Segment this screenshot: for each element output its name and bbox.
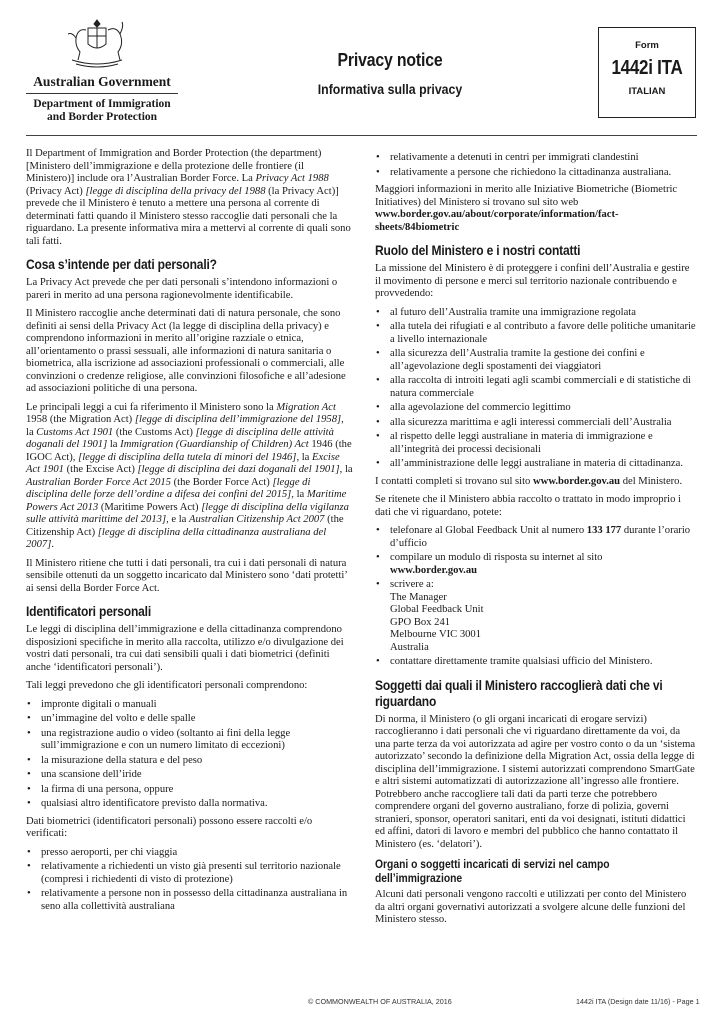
service-bodies-paragraph: Alcuni dati personali vengono raccolti e utilizzati per conto del Ministero da altri organi governativi autorizzati a svolgere alcune delle funzioni del Ministero stesso.: [375, 889, 687, 925]
form-language: ITALIAN: [628, 86, 666, 97]
list-item: • relativamente a persone non in possesso della cittadinanza australiana in seno alla collettività australiana: [26, 888, 354, 913]
list-item: • la firma di una persona, oppure: [26, 784, 354, 797]
more-info-paragraph: Maggiori informazioni in merito alle Iniziative Biometriche (Biometric Initiatives) del Ministero si trovano sul sito web www.border.gov.au/about/corporate/information/fact-sheets/84biometric: [375, 184, 697, 234]
biometric-paragraph: Dati biometrici (identificatori personali) possono essere raccolti e/o verificati:: [26, 815, 313, 839]
page-subtitle: Informativa sulla privacy: [317, 81, 463, 97]
complaint-paragraph: Se ritenete che il Ministero abbia raccolto o trattato in modo improprio i dati che vi riguardano, potete:: [375, 494, 681, 518]
list-item: • qualsiasi altro identificatore previsto dalla normativa.: [26, 798, 354, 811]
identifiers-paragraph-1: Le leggi di disciplina dell’immigrazione e della cittadinanza comprendono disposizioni specifiche in merito alla raccolta, utilizzo e/o divulgazione dei vostri dati personali, tra cui dati sensibili quali i dati biometrici (definiti anche ‘identificatori personali’).: [26, 624, 344, 673]
list-item: • una scansione dell’iride: [26, 769, 354, 782]
laws-paragraph: Le principali leggi a cui fa riferimento il Ministero sono la Migration Act 1958 (the Migration Act) [legge di disciplina dell’immigrazione del 1958], la Customs Act 1901 (the Customs Act) [legge di disciplina delle attività doganali del 1901] la Immigration (Guardianship of Children) Act 1946 (the IGOC Act), [legge di disciplina della tutela di minori del 1946], la Excise Act 1901 (the Excise Act) [legge di disciplina dei dazi doganali del 1901], la Australian Border Force Act 2015 (the Border Force Act) [legge di disciplina delle forze dell’ordine a difesa dei confini del 2015], la Maritime Powers Act 2013 (Maritime Powers Act) [legge di disciplina della vigilanza sulle attività marittime del 2013], e la Australian Citizenship Act 2007 (the Citizenship Act) [legge di disciplina della cittadinanza australiana del 2007].: [26, 401, 353, 550]
coat-of-arms-icon: [62, 16, 132, 72]
border-website-link[interactable]: www.border.gov.au: [533, 475, 621, 487]
complaint-options-list: [375, 525, 697, 669]
list-item: • alla sicurezza marittima e agli interessi commerciali dell’Australia: [375, 417, 697, 430]
feedback-form-link[interactable]: www.border.gov.au: [390, 564, 478, 576]
role-paragraph: La missione del Ministero è di proteggere i confini dell’Australia e gestire il movimento di persone e merci sul territorio nazionale contribuendo e provvedendo:: [375, 263, 690, 299]
right-column: [375, 152, 697, 933]
list-item: • al futuro dell’Australia tramite una immigrazione regolata: [375, 307, 697, 320]
header-divider: [26, 135, 697, 136]
identifiers-paragraph-2: Tali leggi prevedono che gli identificatori personali comprendono:: [26, 680, 308, 691]
list-item: • contattare direttamente tramite qualsiasi ufficio del Ministero.: [375, 656, 697, 669]
list-item: • alla raccolta di introiti legati agli scambi commerciali e di statistiche di natura commerciale: [375, 375, 697, 400]
list-item: • relativamente a richiedenti un visto già presenti sul territorio nazionale (compresi i richiedenti di visto di protezione): [26, 861, 354, 886]
list-item: • all’amministrazione delle leggi australiane in materia di cittadinanza.: [375, 458, 697, 471]
list-item: • presso aeroporti, per chi viaggia: [26, 847, 354, 860]
list-item: • una registrazione audio o video (soltanto ai fini della legge sull’immigrazione e con un numero limitato di eccezioni): [26, 728, 354, 753]
heading-personal-information: Cosa s’intende per dati personali?: [26, 256, 217, 272]
department-name: [26, 98, 178, 124]
address-line: Global Feedback Unit: [390, 604, 484, 615]
left-column: [26, 148, 354, 918]
list-item: • alla tutela dei rifugiati e al contributo a favore delle politiche umanitarie a livello internazionale: [375, 321, 697, 346]
biometric-list: [26, 847, 354, 914]
form-number-box: [598, 27, 696, 118]
page-info-footer: 1442i ITA (Design date 11/16) - Page 1: [576, 997, 700, 1006]
list-item: • compilare un modulo di risposta su internet al sito www.border.gov.au: [375, 552, 697, 577]
intro-paragraph: Il Department of Immigration and Border Protection (the department) [Ministero dell’immigrazione e della protezione delle frontiere (il Ministero)] include ora l’Australian Border Force. La Privacy Act 1988 (Privacy Act) [legge di disciplina della privacy del 1988 (la Privacy Act)] prevede che il Ministero è tenuto a mettere una persona al corrente di determinati fatti quando il Ministero stesso raccoglie dati personali che la riguardano. La presente informativa mira a mettervi al corrente di quali sono tali fatti.: [26, 148, 351, 247]
title-block: [300, 50, 480, 97]
heading-personal-identifiers: Identificatori personali: [26, 603, 151, 619]
list-item: • alla sicurezza dell’Australia tramite la gestione dei confini e all’agevolazione degli spostamenti dei viaggiatori: [375, 348, 697, 373]
list-item: • la misurazione della statura e del peso: [26, 755, 354, 768]
list-item: • scrivere a: The Manager Global Feedback Unit GPO Box 241 Melbourne VIC 3001 Australia: [375, 579, 697, 654]
agency-block: [26, 74, 178, 124]
biometric-list-continued: [375, 152, 697, 179]
address-line: Australia: [390, 641, 429, 653]
heading-collection-sources: Soggetti dai quali il Ministero raccoglierà dati che vi riguardano: [375, 676, 663, 709]
address-line: Melbourne VIC 3001: [390, 629, 482, 640]
address-line: GPO Box 241: [390, 616, 451, 628]
page-title: Privacy notice: [337, 50, 443, 70]
copyright-footer: © COMMONWEALTH OF AUSTRALIA, 2016: [308, 997, 452, 1006]
personal-paragraph-2: Il Ministero raccoglie anche determinati dati di natura personale, che sono definiti ai sensi della Privacy Act (la legge di disciplina della privacy) e comprendono informazioni in merito all’origine razziale o etnica, all’orientamento o prassi sessuali, alle informazioni di natura sanitaria o biometrica, alla iscrizione ad associazioni professionali o commerciali, alle convinzioni o credenze religiose, alle convinzioni filosofiche e all’adesione ad associazioni politiche di una persona.: [26, 308, 346, 394]
list-item: • relativamente a persone che richiedono la cittadinanza australiana.: [375, 167, 697, 180]
list-item: • al rispetto delle leggi australiane in materia di immigrazione e all’integrità dei processi decisionali: [375, 431, 697, 456]
heading-service-delivery-bodies: Organi o soggetti incaricati di servizi nel campo dell’immigrazione: [375, 857, 610, 885]
list-item: • telefonare al Global Feedback Unit al numero 133 177 durante l’orario d’ufficio: [375, 525, 697, 550]
biometric-info-link[interactable]: www.border.gov.au/about/corporate/information/fact-sheets/84biometric: [375, 209, 619, 233]
identifiers-list: [26, 699, 354, 811]
collection-sources-paragraph: Di norma, il Ministero (o gli organi incaricati di erogare servizi) raccoglieranno i dati personali che vi riguardano direttamente da voi, da una parte terza da voi autorizzata ad agire per vostro conto o da un ‘sistema autorizzato’ secondo la definizione della Migration Act, ossia della legge di disciplina dell’immigrazione. I sistemi autorizzati comprendono SmartGate e altri sistemi automatizzati di autorizzazione all’ingresso alle frontiere. Potrebbero anche raccogliere tali dati da parti terze che potrebbero comprendere organi del governo australiano, forze di polizia, governi stranieri, sponsor, operatori sanitari, enti da voi designati, istituti didattici ed affini, datori di lavoro e membri del pubblico che hanno contattato il Ministero (es. ‘delatori’).: [375, 713, 696, 850]
protected-information-paragraph: Il Ministero ritiene che tutti i dati personali, tra cui i dati personali di natura sensibile ottenuti da un soggetto incaricato dal Ministero sono ‘dati protetti’ ai sensi della Border Force Act.: [26, 557, 348, 594]
list-item: • relativamente a detenuti in centri per immigrati clandestini: [375, 152, 697, 165]
address-line: The Manager: [390, 591, 447, 603]
role-list: [375, 307, 697, 471]
list-item: • un’immagine del volto e delle spalle: [26, 713, 354, 726]
contacts-paragraph: I contatti completi si trovano sul sito www.border.gov.au del Ministero.: [375, 475, 683, 487]
list-item: • alla agevolazione del commercio legittimo: [375, 402, 697, 415]
government-name: Australian Government: [26, 74, 178, 94]
personal-paragraph-1: La Privacy Act prevede che per dati personali s’intendono informazioni o pareri in merito ad una persona ragionevolmente identificabile.: [26, 277, 338, 301]
form-label: Form: [635, 40, 659, 51]
list-item: • impronte digitali o manuali: [26, 699, 354, 712]
feedback-phone-number: 133 177: [586, 525, 622, 536]
department-line-1: Department of Immigration: [33, 98, 171, 110]
department-line-2: and Border Protection: [46, 111, 158, 123]
heading-department-role: Ruolo del Ministero e i nostri contatti: [375, 242, 581, 258]
form-number: 1442i ITA: [611, 57, 683, 79]
